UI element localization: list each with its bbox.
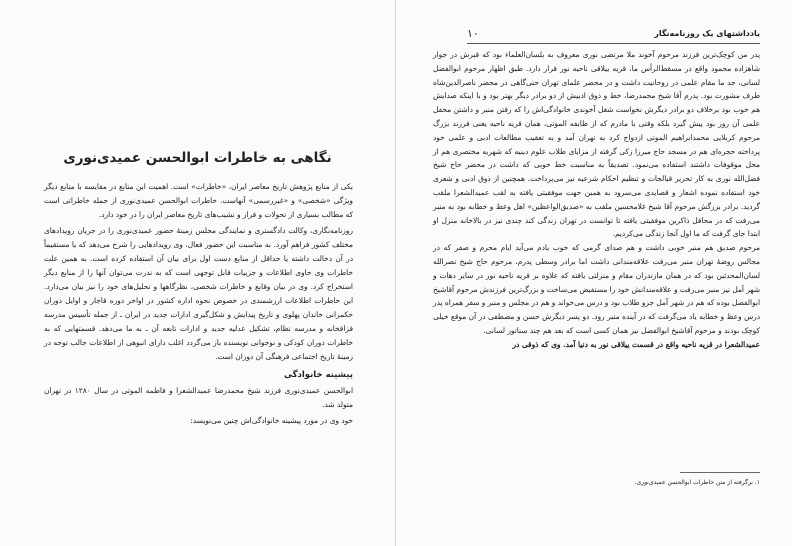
paragraph: مرحوم صدیق هم منبر خوبی داشت و هم صدای گرمی که خوب یادم می‌آید ایام محرم و صفر که در مجالس روضهٔ تهران منبر می‌رفت علاقه‌مندانی داشت اما برادر وسطی پدرم، مرحوم حاج شیخ نصرالله لسان‌المحدثین بود که در همان مازندران مقام و منزلتی یافته که علاوه بر قریه ناحیه نور در سایر دهات و شهر آمل نیز منبر می‌رفت و علاقه‌مندانش خود را مستفیض می‌ساخت و بزرگ‌ترین فرزندش مرحوم آقاشیخ ابوالفضل بوده که هم در شهر آمل جزو طلاب بود و درس می‌خواند و هم در مجلس و منبر و سفر همراه پدر درس وعظ و خطابه یاد می‌گرفت که در آینده منبر رود. دو پسر دیگرش حسن و مصطفی در آن موقع خیلی کوچک بودند و مرحوم آقاشیخ ابوالفضل نیز همان کسی است که بعد هم چند سناتور لسانی. bbox=[433, 243, 760, 335]
paragraph: روزنامه‌نگاری، وکالت دادگستری و نمایندگی مجلس زمینهٔ حضور عمیدی‌نوری را در جریان رویدادهای مختلف کشور فراهم آورد. به مناسبت این حضور فعال، وی رویدادهایی را شرح می‌دهد که یا مستقیماً در آن دخالت داشته یا حداقل از منابع دست اول برای بیان آن استفاده کرده است. به همین علت خاطرات وی حاوی اطلاعات و جزییات قابل توجهی است که به ندرت می‌توان آنها را از منابع دیگر استخراج کرد. وی در بیان وقایع و خاطرات شخصی، نظرگاهها و تحلیل‌های خود را نیز بیان می‌دارد. این خاطرات اطلاعات ارزشمندی در خصوص نحوه اداره کشور در اواخر دوره قاجار و اوایل دوران حکمرانی خاندان پهلوی و تاریخ پیدایش و شکل‌گیری ادارات جدید در ایران ـ از جمله تأسیس مدرسه قزاقخانه و مدرسه نظام، تشکیل عدلیه جدید و ادارات تابعه آن ـ به ما می‌دهد. قسمتهایی که به خاطرات دوران کودکی و نوجوانی نویسنده باز می‌گردد اغلب دارای انبوهی از اطلاعات جالب توجه در زمینهٔ تاریخ اجتماعی فرهنگی آن دوران است. bbox=[44, 226, 353, 361]
page-title: نگاهی به خاطرات ابوالحسن عمیدی‌نوری bbox=[63, 150, 332, 166]
paragraph: خود وی در مورد پیشینه خانوادگی‌اش چنین می‌نویسد: bbox=[190, 416, 353, 425]
paragraph: یکی از منابع پژوهش تاریخ معاصر ایران، «خاطرات» است. اهمیت این منابع در مقایسه با منابع دیگر ویژگی «شخصی» و «غیررسمی» آنهاست. خاطرات ابوالحسن عمیدی‌نوری از جمله خاطراتی است که مطالب بسیاری از تحولات و فراز و نشیب‌های تاریخ معاصر ایران را در خود دارد. bbox=[44, 182, 353, 219]
left-body bbox=[44, 180, 353, 430]
page-number: ۱۰ bbox=[467, 27, 479, 40]
paragraph: عمیدالشعرا در قریه ناحیه واقع در قسمت ییلاقی نور به دنیا آمد. وی که ذوقی در bbox=[512, 339, 760, 349]
running-header bbox=[467, 29, 760, 44]
footnote: ۱. برگرفته از متن خاطرات ابوالحسن عمیدی‌نوری. bbox=[634, 479, 760, 486]
running-head-title: یادداشتهای یک روزنامه‌نگار bbox=[654, 29, 760, 38]
right-page bbox=[397, 0, 792, 546]
section-heading: پیشینه خانوادگی bbox=[283, 370, 353, 380]
footnote-rule bbox=[680, 472, 760, 473]
paragraph: ابوالحسن عمیدی‌نوری فرزند شیخ محمدرضا عمیدالشعرا و فاطمه الموتی در سال ۱۲۸۰ در تهران متولد شد. bbox=[44, 386, 353, 409]
paragraph: پدر من کوچک‌ترین فرزند مرحوم آخوند ملا مرتضی نوری معروف به بلسان‌العلماء بود که قبرش در جوار شاهزاده محمود واقع در مسقط‌الرأس ما، قریه ییلاقی ناحیه نور قرار دارد. طبق اظهار مرحوم ابوالفضل لسانی، جد ما مقام علمی در روحانیت داشت و در محضر علمای تهران حتی‌گاهی در محضر ناصرالدین‌شاه طرف مشورت بود. پدرم آقا شیخ محمدرضا، خط و ذوق ادبیش از دو برادر دیگر بهتر بود و با اینکه صدایش هم خوب بود برخلاف دو برادر دیگرش نخواست شغل آخوندی خانوادگی‌اش را که رفتن منبر و داشتن محفل علمی آن روز بود پیش گیرد بلکه وقتی با مادرم که از طایفه الموتی، همان قریه ناحیه یعنی فرزند بزرگ مرحوم کربلایی محمدابراهیم الموتی ازدواج کرد به تهران آمد و به تعقیب مطالعات ادبی و علمی خود پرداخته حجره‌ای هم در مسجد حاج میرزا زکی گرفته از مزایای طلاب علوم دینیه که شهریه مختصری هم از محل موقوفات داشتند استفاده می‌نمود. تصدیقاً به مناسبت خط خوبی که داشت در محضر حاج شیخ فضل‌الله نوری به کار تحریر قبالجات و تنظیم احکام شرعیه نیز می‌پرداخت. همچنین از ذوق ادبی و شعری خود استفاده نموده اشعار و قصایدی می‌سرود به همین جهت موفقیتی یافته به لقب عمیدالشعرا ملقب گردید. برادر بزرگش مرحوم آقا شیخ غلامحسین ملقب به «صدیق‌الواعظین» اهل وعظ و خطابه بود به منبر می‌رفت که در محافل ذاکرین موفقیتی یافته تا توانست در تهران زندگی کند چندی نیز در بالاخانه منزل او ابتدا جای گرفت که ما اول آنجا زندگی می‌کردیم. bbox=[433, 50, 760, 239]
